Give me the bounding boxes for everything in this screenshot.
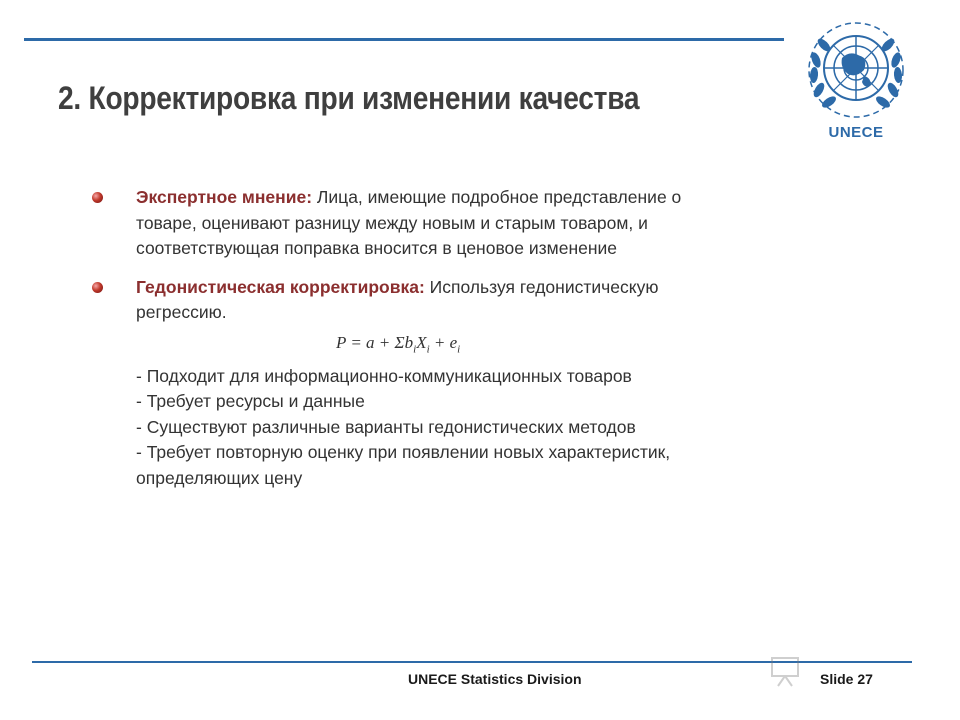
regression-formula bbox=[136, 330, 812, 356]
formula-lhs: P = a + Σb bbox=[336, 332, 414, 352]
formula-subscript: i bbox=[457, 342, 461, 355]
hedonic-points-list bbox=[136, 364, 812, 492]
slide-content bbox=[92, 185, 812, 491]
bullet-text: Лица, имеющие подробное представление о bbox=[312, 187, 682, 207]
list-item: - Существуют различные варианты гедонистических методов bbox=[136, 416, 636, 437]
list-item: определяющих цену bbox=[136, 467, 303, 488]
bullet-icon bbox=[92, 282, 103, 293]
bullet-term: Гедонистическая корректировка: bbox=[136, 276, 425, 297]
formula-error-term: + e bbox=[429, 332, 458, 352]
logo-text: UNECE bbox=[828, 124, 884, 141]
bullet-text: соответствующая поправка вносится в ценовое изменение bbox=[136, 238, 618, 258]
list-item: - Требует повторную оценку при появлении новых характеристик, bbox=[136, 442, 671, 462]
bullet-text: товаре, оценивают разницу между новым и старым товаром, и bbox=[136, 212, 648, 233]
formula-subscript: i bbox=[426, 342, 430, 355]
top-rule bbox=[24, 38, 784, 41]
bullet-icon bbox=[92, 192, 103, 203]
list-item: - Подходит для информационно-коммуникационных товаров bbox=[136, 365, 632, 386]
bullet-expert-opinion bbox=[92, 185, 812, 262]
bullet-hedonic-adjustment bbox=[92, 275, 812, 492]
bullet-term: Экспертное мнение: bbox=[136, 187, 313, 207]
footer-text: UNECE Statistics Division bbox=[408, 671, 582, 687]
formula-variable: X bbox=[416, 332, 427, 352]
slide-number: Slide 27 bbox=[820, 671, 873, 687]
bullet-text: регрессию. bbox=[136, 302, 227, 322]
bullet-text: Используя гедонистическую bbox=[424, 276, 659, 297]
formula-subscript: i bbox=[413, 342, 417, 355]
list-item: - Требует ресурсы и данные bbox=[136, 391, 365, 411]
un-emblem-icon bbox=[806, 20, 906, 120]
presentation-icon bbox=[768, 654, 802, 688]
slide-title: 2. Корректировка при изменении качества bbox=[58, 80, 640, 116]
unece-logo bbox=[806, 20, 906, 148]
